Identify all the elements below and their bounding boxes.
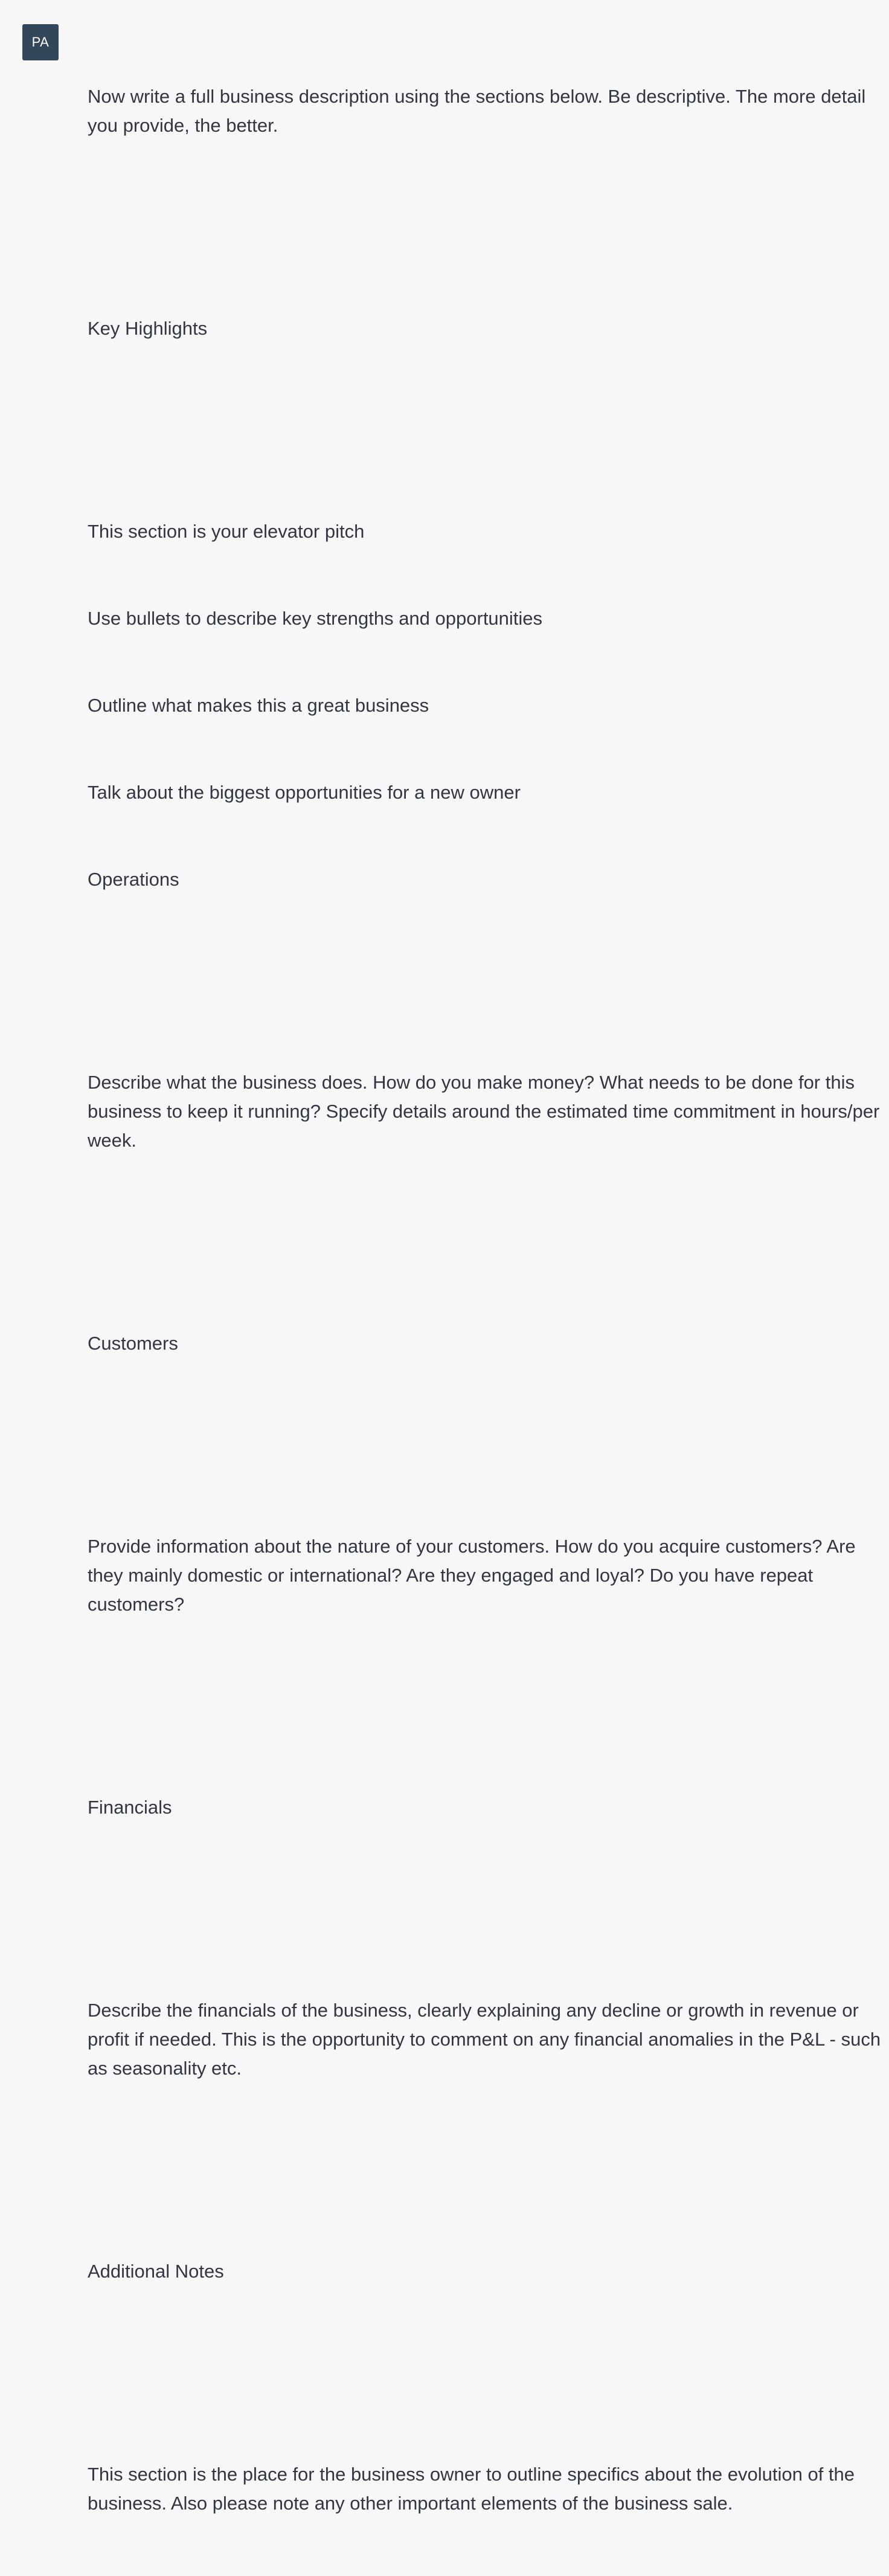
spacer — [88, 1677, 882, 1706]
financials-text: Describe the financials of the business, clearly explaining any decline or growth in revenue or profit if needed. This is the opportunity to comment on any financial anomalies in the P&L - such as seasonality etc. — [88, 2000, 886, 2079]
customers-text: Provide information about the nature of your customers. How do you acquire customers? Are they mainly domestic or international? Are they engaged and loyal? Do you have repeat customers? — [88, 1536, 861, 1615]
spacer — [88, 952, 882, 981]
user-message — [88, 24, 886, 2576]
section-title-financials: Financials — [88, 1797, 172, 1818]
spacer — [88, 401, 882, 430]
key-highlight-line: This section is your elevator pitch — [88, 521, 365, 542]
key-highlight-line: Talk about the biggest opportunities for a new owner — [88, 782, 521, 803]
message-intro: Now write a full business description using the sections below. Be descriptive. The more detail you provide, the better. — [88, 86, 871, 136]
section-title-additional-notes: Additional Notes — [88, 2261, 224, 2282]
spacer — [88, 1416, 882, 1445]
spacer — [88, 1213, 882, 1242]
operations-text: Describe what the business does. How do you make money? What needs to be done for this business to keep it running? Specify details around the estimated time commitment in hours/per week. — [88, 1072, 885, 1151]
additional-notes-text: This section is the place for the business owner to outline specifics about the evolution of the business. Also please note any other important elements of the business sale. — [88, 2464, 860, 2514]
spacer — [88, 2344, 882, 2373]
section-title-operations: Operations — [88, 869, 179, 890]
section-title-key-highlights: Key Highlights — [88, 318, 208, 339]
section-title-customers: Customers — [88, 1333, 178, 1354]
user-avatar — [22, 24, 59, 60]
key-highlight-line: Use bullets to describe key strengths and opportunities — [88, 608, 543, 629]
spacer — [88, 198, 882, 227]
avatar-initials: PA — [31, 34, 50, 50]
spacer — [88, 2141, 882, 2170]
spacer — [88, 1880, 882, 1909]
key-highlight-line: Outline what makes this a great business — [88, 695, 429, 716]
